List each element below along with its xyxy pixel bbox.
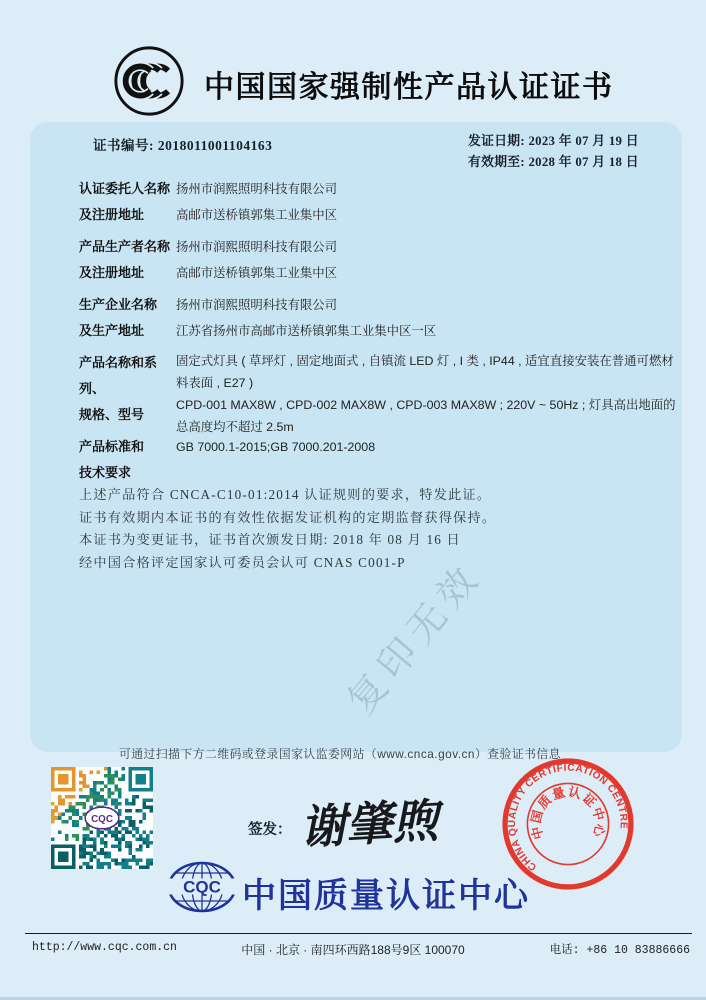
- signature-handwriting: 谢肇煦: [298, 795, 440, 854]
- certificate-number-value: 2018011001104163: [157, 138, 273, 153]
- field-value: 扬州市润熙照明科技有限公司 江苏省扬州市高邮市送桥镇郭集工业集中区一区: [176, 298, 437, 338]
- cqc-globe-icon: [166, 861, 238, 913]
- seal-chinese-text: 中国质量认证中心: [529, 784, 607, 841]
- issue-date-label: 发证日期:: [468, 134, 529, 148]
- statement-line: 上述产品符合 CNCA-C10-01:2014 认证规则的要求，特发此证。: [79, 487, 492, 502]
- footer-phone: 电话: +86 10 83886666: [549, 944, 690, 957]
- ccc-mark-icon: [112, 44, 186, 118]
- field-label: 认证委托人名称 及注册地址: [79, 181, 171, 222]
- valid-date-row: [468, 152, 639, 173]
- verification-note: 可通过扫描下方二维码或登录国家认监委网站（www.cnca.gov.cn）查验证书信息: [118, 747, 562, 761]
- org-name: 中国质量认证中心: [242, 877, 530, 915]
- seal-english-text: CHINA QUALITY CERTIFICATION CENTRE: [507, 762, 629, 873]
- certificate-number: [93, 134, 272, 154]
- footer-address: 中国 · 北京 · 南四环西路188号9区 100070: [241, 943, 465, 957]
- issue-date-value: 2023 年 07 月 19 日: [528, 134, 639, 148]
- field-value: 扬州市润熙照明科技有限公司 高邮市送桥镇郭集工业集中区: [176, 182, 338, 222]
- statement-line: 证书有效期内本证书的有效性依据发证机构的定期监督获得保持。: [79, 509, 497, 525]
- field-label: 产品生产者名称 及注册地址: [79, 239, 171, 280]
- certificate-statements: [79, 484, 639, 574]
- statement-line: 本证书为变更证书，证书首次颁发日期: 2018 年 08 月 16 日: [79, 532, 461, 547]
- qr-code: [51, 767, 153, 869]
- field-value: GB 7000.1-2015;GB 7000.201-2008: [176, 440, 376, 454]
- field-label: 产品名称和系列、 规格、型号: [79, 355, 158, 422]
- footer-divider: [25, 933, 692, 934]
- valid-date-label: 有效期至:: [468, 155, 529, 169]
- certificate-dates: [468, 131, 639, 173]
- field-label: 产品标准和 技术要求: [79, 439, 145, 480]
- certificate-number-label: 证书编号:: [93, 138, 158, 153]
- field-value: 固定式灯具 ( 草坪灯 , 固定地面式 , 自镇流 LED 灯 , I 类 , IP44 , 适宜直接安装在普通可燃材料表面 , E27 ) CPD-001 MAX8W , CPD-002 MAX8W , CPD-003 MAX8W ; 220V ~ 50Hz ; 灯具高出地面的总高度均不超过 2.5m: [176, 354, 676, 434]
- signed-by-label: 签发：: [248, 822, 292, 838]
- field-value: 扬州市润熙照明科技有限公司 高邮市送桥镇郭集工业集中区: [176, 240, 338, 280]
- statement-line: 经中国合格评定国家认可委员会认可 CNAS C001-P: [79, 554, 406, 570]
- cqc-globe-text: CQC: [183, 877, 221, 897]
- valid-date-value: 2028 年 07 月 18 日: [528, 155, 639, 169]
- qr-center-logo-text: CQC: [91, 813, 113, 825]
- certificate-panel: [30, 122, 682, 752]
- page-title: 中国国家强制性产品认证证书: [204, 71, 614, 104]
- issue-date-row: [468, 131, 639, 152]
- field-label: 生产企业名称 及生产地址: [79, 297, 158, 338]
- copy-invalid-watermark: 复印无效: [340, 554, 491, 723]
- footer-website: http://www.cqc.com.cn: [32, 941, 177, 954]
